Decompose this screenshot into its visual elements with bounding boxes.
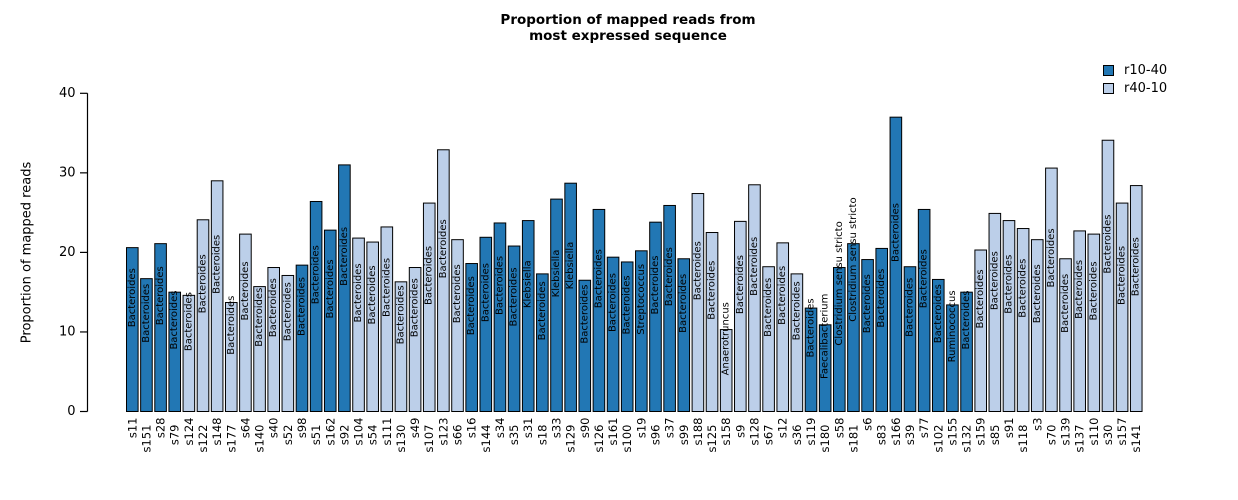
x-tick-label: s58 (832, 417, 847, 439)
bar-label: Bacteroides (197, 254, 209, 314)
bar-label: Bacteroides (961, 290, 973, 350)
x-tick-label: s110 (1086, 417, 1101, 446)
bar (593, 209, 605, 411)
bar-label: Bacteroides (437, 219, 449, 279)
bar (1003, 221, 1015, 412)
bar-label: Bacteroides (296, 276, 308, 337)
x-tick-label: s31 (521, 417, 536, 439)
x-tick-label: s79 (167, 424, 182, 446)
bar-label: Bacteroides (989, 251, 1001, 311)
x-tick-label: s70 (1044, 424, 1059, 446)
bar-label: Klebsiella (565, 241, 577, 290)
bar (310, 201, 322, 411)
x-tick-label: s128 (747, 417, 762, 446)
bar (1088, 234, 1100, 411)
x-tick-label: s49 (408, 417, 423, 439)
bar-label: Bacteroides (324, 259, 336, 319)
x-tick-label: s177 (224, 424, 239, 453)
x-tick-label: s85 (987, 424, 1002, 446)
bar-label: Bacteroides (862, 274, 874, 334)
bar (565, 183, 577, 411)
bar-label: Bacteroides (593, 249, 605, 309)
x-tick-label: s157 (1115, 417, 1130, 446)
bar (1046, 168, 1058, 411)
bar-label: Bacteroides (480, 263, 492, 323)
y-tick-label: 40 (58, 85, 76, 101)
bar-label: Anaerotruncus (720, 302, 732, 376)
bar-label: Clostridium sensu stricto (833, 221, 845, 346)
bar (650, 222, 662, 411)
bar-label: Bacteroides (706, 260, 718, 320)
bar-label: Bacteroides (353, 263, 365, 323)
x-tick-label: s16 (464, 417, 479, 439)
bar-label: Bacteroides (310, 245, 322, 305)
bar (890, 117, 902, 411)
bar-label: Bacteroides (734, 255, 746, 315)
x-tick-label: s12 (775, 417, 790, 439)
bar-label: Bacteroides (763, 277, 775, 337)
x-tick-label: s96 (648, 424, 663, 446)
x-tick-label: s3 (1030, 417, 1045, 431)
bar-label: Bacteroides (225, 295, 237, 355)
bar-label: Bacteroides (183, 292, 195, 352)
legend-label-r10-40: r10-40 (1124, 62, 1168, 78)
bar (1102, 140, 1114, 411)
x-tick-label: s34 (492, 417, 507, 439)
bar-label: Bacteroides (890, 202, 902, 263)
bar-label: Bacteroides (1003, 254, 1015, 314)
bar-label: Bacteroides (452, 264, 464, 324)
x-tick-label: s6 (860, 417, 875, 431)
x-tick-label: s99 (676, 424, 691, 446)
bar-label: Bacteroides (140, 283, 152, 343)
bar-label: Bacteroides (932, 284, 944, 344)
x-tick-label: s162 (323, 417, 338, 446)
x-tick-label: s126 (591, 424, 606, 453)
bar-label: Bacteroides (621, 275, 633, 335)
bar-label: Bacteroides (254, 287, 266, 347)
bar-label: Bacteroides (1031, 264, 1043, 324)
x-tick-label: s180 (818, 424, 833, 453)
bar-label: Bacteroides (409, 278, 421, 338)
bar-label: Bacteroides (748, 236, 760, 296)
bar-label: Bacteroides (239, 261, 251, 321)
bar-label: Bacteroides (126, 268, 138, 328)
bar-label: Bacteroides (536, 281, 548, 341)
x-tick-label: s104 (351, 417, 366, 446)
chart-title-line-2: most expressed sequence (529, 28, 727, 44)
x-tick-label: s19 (634, 417, 649, 439)
bar-label: Bacteroides (805, 298, 817, 358)
bar-label: Ruminococcus (946, 290, 958, 363)
x-tick-label: s119 (804, 417, 819, 446)
x-tick-label: s123 (436, 417, 451, 446)
x-tick-label: s30 (1100, 424, 1115, 446)
x-tick-label: s148 (210, 417, 225, 446)
bar-label: Bacteroides (777, 265, 789, 325)
x-tick-label: s9 (733, 424, 748, 438)
bar-label: Bacteroides (791, 281, 803, 341)
bar (240, 234, 252, 411)
x-tick-label: s98 (294, 417, 309, 439)
bar (1130, 186, 1142, 412)
bar (735, 221, 747, 411)
legend-item-r40-10 (1103, 79, 1167, 97)
bar-label: Streptococcus (635, 263, 647, 335)
bar (522, 221, 534, 412)
bar (664, 205, 676, 411)
x-tick-label: s52 (280, 424, 295, 446)
y-axis-title: Proportion of mapped reads (19, 161, 35, 344)
bar-label: Bacteroides (1017, 258, 1029, 318)
x-tick-label: s92 (337, 424, 352, 446)
bar-label: Bacteroides (692, 241, 704, 301)
x-tick-label: s166 (888, 417, 903, 446)
bar (438, 150, 450, 412)
bar (423, 203, 435, 411)
legend-item-r10-40 (1103, 61, 1167, 79)
bar-label: Bacteroides (494, 255, 506, 315)
bar-label: Bacteroides (975, 269, 987, 329)
bar-label: Bacteroides (579, 284, 591, 344)
bar-label: Bacteroides (918, 249, 930, 309)
bar-label: Klebsiella (522, 260, 534, 309)
x-tick-label: s122 (196, 424, 210, 453)
bar-label: Bacteroides (508, 267, 520, 327)
bar-label: Bacteroides (1088, 261, 1100, 321)
bar-label: Faecalibacterium (819, 293, 831, 379)
bar-label: Bacteroides (1116, 245, 1128, 306)
x-tick-label: s124 (181, 417, 196, 446)
x-tick-label: s130 (393, 424, 408, 453)
bar-label: Bacteroides (338, 226, 350, 286)
y-tick-label: 20 (58, 244, 76, 260)
x-tick-label: s181 (846, 424, 861, 453)
bar-label: Bacteroides (367, 265, 379, 325)
bar (1116, 203, 1128, 411)
bar-label: Bacteroides (1045, 228, 1057, 288)
x-tick-label: s91 (1001, 417, 1016, 439)
x-tick-label: s137 (1072, 424, 1087, 453)
x-tick-label: s40 (266, 417, 281, 439)
x-tick-label: s66 (450, 424, 465, 446)
bar-label: Bacteroides (466, 276, 478, 336)
x-tick-label: s111 (379, 417, 394, 446)
bar-label: Bacteroides (282, 282, 294, 342)
x-tick-label: s39 (903, 424, 917, 446)
x-tick-label: s64 (238, 417, 253, 439)
bar-label: Bacteroides (1060, 273, 1072, 333)
legend-label-r40-10: r40-10 (1124, 80, 1168, 96)
x-tick-label: s140 (252, 424, 267, 453)
x-tick-label: s11 (125, 417, 140, 439)
bar (494, 223, 506, 412)
y-tick-label: 0 (67, 404, 76, 419)
bar-label: Bacteroides (649, 255, 661, 315)
bar-label: Bacteroides (678, 273, 690, 333)
bar (989, 213, 1001, 411)
bar-label: Klebsiella (551, 249, 562, 298)
x-tick-label: s51 (309, 424, 324, 446)
y-tick-label: 10 (58, 324, 76, 340)
x-tick-label: s132 (959, 424, 974, 453)
x-tick-label: s28 (153, 417, 168, 439)
x-tick-label: s139 (1058, 417, 1073, 446)
bar (381, 227, 393, 412)
bar (211, 181, 223, 412)
bar-label: Bacteroides (423, 245, 435, 306)
x-tick-label: s161 (606, 417, 621, 446)
x-tick-label: s54 (365, 424, 380, 446)
x-tick-label: s100 (620, 424, 635, 453)
bar-label: Clostridium sensu stricto (847, 197, 859, 322)
bar (339, 165, 351, 412)
bar-label: Bacteroides (904, 277, 916, 337)
bar-label: Bacteroides (1130, 237, 1142, 297)
x-tick-label: s35 (507, 424, 522, 446)
x-tick-label: s83 (874, 424, 889, 446)
bar (918, 209, 930, 411)
bar (706, 233, 718, 412)
bar-label: Bacteroides (381, 257, 393, 317)
bar-label: Bacteroides (155, 266, 167, 326)
bar-label: Bacteroides (664, 247, 676, 307)
y-tick-label: 30 (58, 165, 76, 181)
bar-label: Bacteroides (395, 285, 407, 345)
bar-label: Bacteroides (268, 278, 280, 338)
x-tick-label: s18 (535, 424, 550, 446)
x-tick-label: s102 (931, 424, 946, 453)
x-tick-label: s158 (719, 417, 734, 446)
chart-title-line-1: Proportion of mapped reads from (500, 12, 756, 28)
bar-label: Bacteroides (1074, 259, 1086, 319)
x-tick-label: s151 (139, 424, 154, 453)
bar (324, 230, 336, 411)
bar (749, 185, 761, 412)
bar-label: Bacteroides (607, 272, 619, 333)
x-tick-label: s118 (1016, 424, 1031, 453)
bar-label: Bacteroides (211, 234, 223, 294)
x-tick-label: s67 (761, 424, 776, 446)
x-tick-label: s144 (478, 424, 493, 453)
bar (1074, 231, 1086, 412)
bar (551, 199, 563, 411)
x-tick-label: s77 (917, 417, 932, 439)
x-tick-label: s33 (549, 417, 564, 439)
legend-swatch-r10-40 (1103, 65, 1114, 76)
x-tick-label: s90 (577, 417, 592, 439)
legend (1103, 61, 1167, 97)
x-tick-label: s159 (973, 417, 988, 446)
x-tick-label: s37 (662, 417, 677, 439)
bar-label: Bacteroides (169, 290, 181, 350)
bar-label: Bacteroides (876, 268, 888, 328)
x-tick-label: s107 (422, 424, 437, 453)
x-tick-label: s36 (789, 424, 804, 446)
bar (197, 220, 209, 412)
bar (1017, 229, 1029, 412)
chart-title (88, 12, 1168, 44)
legend-swatch-r40-10 (1103, 83, 1114, 94)
bar (692, 194, 704, 412)
x-tick-label: s188 (690, 417, 705, 446)
bar-label: Bacteroides (1102, 214, 1114, 274)
x-tick-label: s129 (563, 424, 578, 453)
x-tick-label: s141 (1129, 424, 1144, 453)
x-tick-label: s125 (705, 424, 720, 453)
x-tick-label: s155 (945, 417, 960, 446)
